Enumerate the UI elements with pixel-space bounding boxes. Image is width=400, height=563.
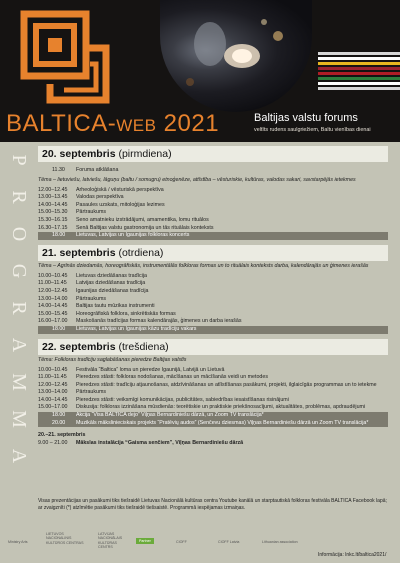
- program-schedule: [38, 146, 388, 447]
- schedule-time: 15.30–16.15: [38, 216, 68, 223]
- schedule-text: Pieredzes stāsti: folkloras nodošanas, mācīšanas un mācīšanās veidi un metodes: [76, 374, 268, 381]
- schedule-row: [38, 412, 388, 420]
- side-letter: R: [8, 301, 30, 315]
- forum-title: Baltijas valstu forums: [254, 112, 358, 124]
- schedule-time: 14.00–14.45: [38, 396, 68, 403]
- side-letter: R: [8, 190, 30, 204]
- side-letter: A: [8, 448, 30, 464]
- logo-ministry: Ministry Arts: [8, 540, 28, 544]
- logo-cioff-lv: CIOFF Latvia: [218, 540, 240, 544]
- schedule-text: Pārtraukums: [76, 209, 107, 216]
- schedule-row: [38, 296, 388, 304]
- day-items: [38, 367, 388, 428]
- schedule-text: Muzikāls mākslinieciskais projekts “Pratēvių audos” (Senčevu dziesmas) Viļņas Bernardiniešu dārzā un Zoom TV translācija*: [76, 419, 369, 426]
- schedule-text: Maskošanās tradīcijas formas kalendārajās, ģimenes un darba ierašās: [76, 318, 242, 325]
- schedule-time: 15.00–17.00: [38, 404, 68, 411]
- side-letter: P: [8, 154, 30, 166]
- schedule-row: 11.30 Foruma atklāšana: [52, 167, 119, 173]
- forum-subtitle: veltīts rudens saulgriežiem, Baltu vienības dienai: [254, 127, 371, 133]
- schedule-text: Pieredzes stāsti: veiksmīgi komunikācijas, publicitātes, sabiedrības iesaistīšanas risinājumi: [76, 396, 289, 403]
- schedule-time: 13.00–14.00: [38, 295, 68, 302]
- flag-stripe: [318, 67, 400, 70]
- baltic-flag-stripes: [318, 52, 400, 92]
- day-header: 21. septembris (otrdiena): [38, 245, 388, 261]
- schedule-time: 15.00–15.45: [38, 310, 68, 317]
- flag-stripe: [318, 57, 400, 60]
- schedule-row: [38, 288, 388, 296]
- logo-lnkc-lv: LATVIJAS NACIONĀLAIS KULTŪRAS CENTRS: [98, 532, 123, 550]
- schedule-time: 20.00: [52, 419, 66, 426]
- day-header: 20. septembris (pirmdiena): [38, 146, 388, 162]
- schedule-row: [38, 397, 388, 405]
- schedule-time: 16.30–17.15: [38, 224, 68, 231]
- schedule-text: Seno amatnieku izstrādājumi, amamentika, lomu rituālos: [76, 216, 209, 223]
- schedule-time: 18.00: [52, 232, 66, 239]
- brand-title: BALTICA-WEB 2021: [6, 110, 220, 137]
- schedule-row: [38, 303, 388, 311]
- schedule-row: [38, 225, 388, 233]
- schedule-time: 10.00–10.45: [38, 366, 68, 373]
- schedule-time: 11.00–11.45: [38, 280, 67, 287]
- schedule-time: 14.00–14.45: [38, 201, 68, 208]
- ritual-fire-photo: [160, 0, 312, 112]
- schedule-time: 11.00–11.45: [38, 374, 67, 381]
- schedule-time: 13.00–14.00: [38, 389, 68, 396]
- side-letter: M: [8, 410, 30, 428]
- schedule-text: Arheoloģiskā / vēsturiskā perspektīva: [76, 186, 164, 193]
- logo-lnkc: LIETUVOS NACIONALINIS KULTŪROS CENTRAS: [46, 532, 84, 545]
- schedule-time: 16.00–17.00: [38, 318, 68, 325]
- schedule-time: 14.00–14.45: [38, 303, 68, 310]
- schedule-row: [38, 209, 388, 217]
- day-theme: Tēma: Folkloras tradīciju saglabāšanas pieredze Baltijas valstīs: [38, 356, 187, 363]
- schedule-text: Pasaules uzskats, mitoloģijas lezimes: [76, 201, 165, 208]
- flag-stripe: [318, 62, 400, 65]
- side-letter: A: [8, 337, 30, 353]
- schedule-text: Akcija “Visa BALTICA dejo” Viļņas Bernardiniešu dārzā, un Zoom TV translācija*: [76, 412, 264, 419]
- schedule-row: [38, 326, 388, 334]
- schedule-text: Pārtraukums: [76, 295, 107, 302]
- schedule-text: Baltijas tautu mūzikas instrumenti: [76, 303, 155, 310]
- side-title-programma: [6, 150, 32, 490]
- flag-stripe: [318, 82, 400, 85]
- exhibition-date: 20.–21. septembris: [38, 432, 86, 439]
- schedule-time: 12.00–12.45: [38, 186, 68, 193]
- day-theme: Tēma – lietuviešu, latviešu, lāguņu (baltu / somugru) etnoģenēze, attīstība – vēsturiskie, kultūras, valodas sakari, savstarpējās ietekmes: [38, 176, 356, 183]
- exhibition-row: 9.00 – 21.00 Mākslas instalācija “Gaisma senčiem”, Viļņas Bernardiniešu dārzā: [38, 439, 244, 446]
- schedule-row: [38, 367, 388, 375]
- schedule-row: [38, 187, 388, 195]
- program-note: Visas prezentācijas un pasākumi tiks tiešraidē Lietuvas Nacionālā kultūras centra Youtube kanālā un starptautiskā folkloras festivāla BALTICA Facebook lapā; ar zvaigznīti (*) atzīmētie pasākumi tiks tiešraidē tiešsaistē. Programmā iespējamas izmaiņas.: [38, 498, 387, 511]
- schedule-row: [38, 374, 388, 382]
- schedule-time: 18.00: [52, 325, 66, 332]
- schedule-text: Latvijas dziedāšanas tradīcija: [76, 280, 146, 287]
- schedule-row: [38, 318, 388, 326]
- schedule-row: [38, 404, 388, 412]
- schedule-text: Horeogrāfiskā folklora, sinkrētiskās formas: [76, 310, 176, 317]
- side-letter: O: [8, 226, 30, 242]
- flag-stripe: [318, 77, 400, 80]
- schedule-time: 18.00: [52, 412, 66, 419]
- schedule-text: Diskusija: folkloras izzināšana mūsdienās: teorētiskie un praktiskie priekšnosacījumi, aktualitātes, problēmas, apdraudējumi: [76, 404, 366, 411]
- schedule-time: 12.00–12.45: [38, 287, 68, 294]
- schedule-row: [38, 217, 388, 225]
- schedule-text: Lietuvas, Latvijas un Igaunijas kāzu tradīciju vakars: [76, 325, 197, 332]
- flag-stripe: [318, 72, 400, 75]
- schedule-text: Pieredzes stāsti: tradīciju atjaunošanas, atdzīvināšanas un atlīstīšanas pasākumi, projekti, ilglaicīgās programmas un to ietekme: [76, 381, 377, 388]
- header-banner: [0, 0, 400, 142]
- schedule-row: [38, 273, 388, 281]
- schedule-time: 12.00–12.45: [38, 381, 68, 388]
- baltica-logo-icon: [20, 8, 110, 106]
- schedule-row: [38, 280, 388, 288]
- schedule-text: Lietuvas dziedāšanas tradīcija: [76, 272, 147, 279]
- day-theme: Tēma – Agrīnās dziedamās, horeogrāfiskās, instrumentālās folkloras formas un to rituālais konteksts darba, kalendārajās un ģimenes ierašās: [38, 262, 369, 269]
- schedule-row: [38, 194, 388, 202]
- flag-stripe: [318, 87, 400, 90]
- schedule-text: Pārtraukums: [76, 389, 107, 396]
- schedule-text: Festivāla “Baltica” loma un pieredze Igaunijā, Latvijā un Lietuvā: [76, 366, 225, 373]
- logo-cioff: CIOFF: [176, 540, 187, 544]
- side-letter: G: [8, 263, 30, 279]
- schedule-time: 15.00–15.30: [38, 209, 68, 216]
- schedule-row: [38, 232, 388, 240]
- schedule-text: Valodas perspektīva: [76, 194, 124, 201]
- flag-stripe: [318, 52, 400, 55]
- info-link[interactable]: Informācija: lnkc.lt/baltica2021/: [318, 552, 387, 558]
- schedule-text: Lietuvas, Latvijas un Igaunijas folkloras koncerts: [76, 232, 190, 239]
- day-items: [38, 187, 388, 240]
- side-letter: M: [8, 373, 30, 391]
- day-items: [38, 273, 388, 334]
- logo-partner-green: Partner: [136, 538, 154, 544]
- schedule-row: [38, 389, 388, 397]
- schedule-time: 10.00–10.45: [38, 272, 68, 279]
- schedule-time: 13.00–13.45: [38, 194, 68, 201]
- schedule-row: [38, 202, 388, 210]
- schedule-text: Igaunijas dziedāšanas tradīcija: [76, 287, 149, 294]
- schedule-text: Senā Baltijas valstu gastronomija un tās rituālais konteksts: [76, 224, 214, 231]
- logo-association: Lithuanian association: [262, 540, 298, 544]
- fire-icon: [160, 0, 312, 112]
- day-header: 22. septembris (trešdiena): [38, 339, 388, 355]
- schedule-row: [38, 382, 388, 390]
- schedule-row: [38, 420, 388, 428]
